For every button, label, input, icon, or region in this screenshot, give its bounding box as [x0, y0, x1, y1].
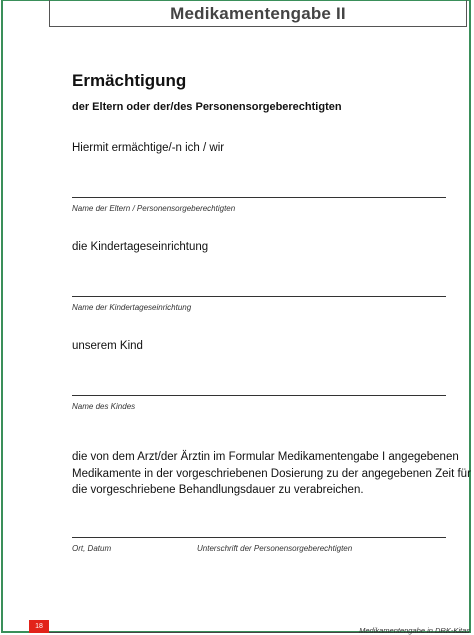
section-subheading: der Eltern oder der/des Personensorgeberechtigten — [72, 101, 342, 113]
daycare-text: die Kindertageseinrichtung — [72, 241, 209, 253]
authorization-paragraph — [72, 449, 471, 499]
page-title: Medikamentengabe II — [170, 4, 346, 23]
parents-signature-line[interactable] — [72, 197, 446, 198]
header-box — [49, 0, 467, 27]
daycare-line[interactable] — [72, 296, 446, 297]
child-caption: Name des Kindes — [72, 402, 136, 411]
parents-caption: Name der Eltern / Personensorgeberechtigten — [72, 204, 236, 213]
section-heading: Ermächtigung — [72, 71, 187, 90]
footer-text: Medikamentengabe in DRK-Kitas — [359, 626, 470, 635]
daycare-caption: Name der Kindertageseinrichtung — [72, 303, 192, 312]
child-name-line[interactable] — [72, 395, 446, 396]
paragraph-line: die vorgeschriebene Behandlungsdauer zu verabreichen. — [72, 484, 364, 496]
page-border — [1, 0, 471, 633]
place-date-caption: Ort, Datum — [72, 544, 112, 553]
paragraph-line: Medikamente in der vorgeschriebenen Dosierung zu der angegebenen Zeit für — [72, 467, 471, 480]
intro-text: Hiermit ermächtige/-n ich / wir — [72, 142, 225, 154]
paragraph-line: die von dem Arzt/der Ärztin im Formular Medikamentengabe I angegebenen — [72, 451, 459, 463]
signature-line[interactable] — [72, 537, 446, 538]
page-number-badge: 18 — [29, 620, 49, 633]
child-text: unserem Kind — [72, 340, 143, 352]
signature-caption: Unterschrift der Personensorgeberechtigten — [197, 544, 353, 553]
